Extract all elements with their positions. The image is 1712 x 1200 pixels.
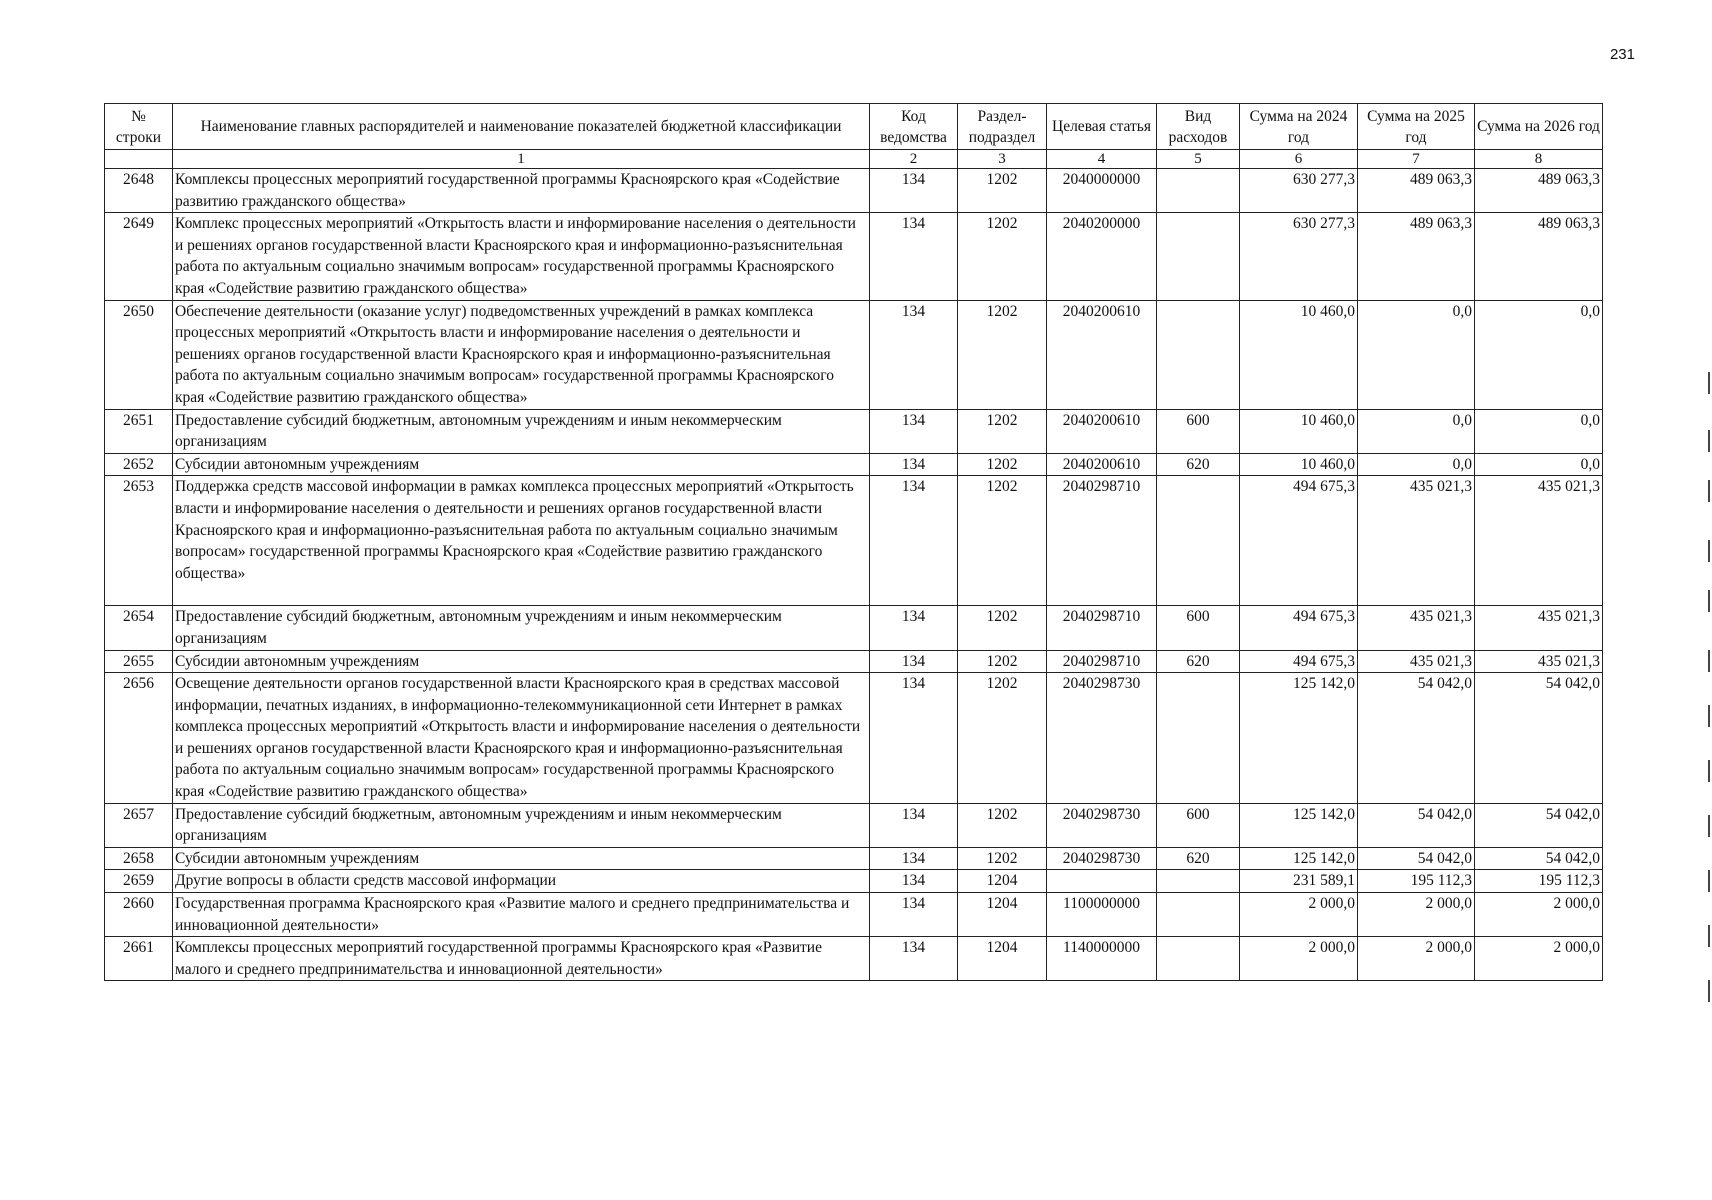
table-row	[105, 300, 1603, 409]
row-number: 2648	[105, 169, 173, 213]
table-row	[105, 409, 1603, 453]
expense-type	[1157, 476, 1240, 606]
dept-code: 134	[870, 937, 958, 981]
sum-2025: 54 042,0	[1358, 803, 1475, 847]
header-dept-code: Код ведомства	[870, 104, 958, 150]
scan-edge-mark	[1708, 925, 1710, 947]
scan-edge-mark	[1708, 480, 1710, 502]
header-expense-type: Вид расходов	[1157, 104, 1240, 150]
sum-2024: 2 000,0	[1240, 937, 1358, 981]
dept-code: 134	[870, 893, 958, 937]
sum-2026: 489 063,3	[1475, 213, 1603, 300]
sum-2025: 54 042,0	[1358, 673, 1475, 804]
header-sum-2025: Сумма на 2025 год	[1358, 104, 1475, 150]
scan-edge-mark	[1708, 815, 1710, 837]
sum-2025: 2 000,0	[1358, 893, 1475, 937]
target-article: 2040298730	[1047, 847, 1157, 870]
row-number: 2659	[105, 870, 173, 893]
scan-edge-mark	[1708, 430, 1710, 452]
column-number	[105, 150, 173, 169]
target-article: 2040298730	[1047, 803, 1157, 847]
sum-2026: 435 021,3	[1475, 606, 1603, 650]
scan-edge-mark	[1708, 540, 1710, 562]
row-number: 2653	[105, 476, 173, 606]
table-row	[105, 937, 1603, 981]
dept-code: 134	[870, 673, 958, 804]
table-row	[105, 673, 1603, 804]
sum-2025: 435 021,3	[1358, 606, 1475, 650]
sum-2025: 489 063,3	[1358, 169, 1475, 213]
column-number: 5	[1157, 150, 1240, 169]
dept-code: 134	[870, 870, 958, 893]
sum-2026: 0,0	[1475, 453, 1603, 476]
sum-2026: 54 042,0	[1475, 673, 1603, 804]
column-number: 1	[173, 150, 870, 169]
scan-edge-mark	[1708, 705, 1710, 727]
target-article: 2040298710	[1047, 476, 1157, 606]
sum-2025: 2 000,0	[1358, 937, 1475, 981]
sum-2024: 10 460,0	[1240, 453, 1358, 476]
table-row	[105, 803, 1603, 847]
column-number: 6	[1240, 150, 1358, 169]
dept-code: 134	[870, 847, 958, 870]
sum-2025: 0,0	[1358, 300, 1475, 409]
sum-2025: 0,0	[1358, 453, 1475, 476]
sum-2026: 54 042,0	[1475, 803, 1603, 847]
column-number: 2	[870, 150, 958, 169]
expense-type	[1157, 300, 1240, 409]
sum-2024: 10 460,0	[1240, 409, 1358, 453]
row-name: Субсидии автономным учреждениям	[173, 847, 870, 870]
row-name: Субсидии автономным учреждениям	[173, 650, 870, 673]
target-article: 1140000000	[1047, 937, 1157, 981]
sum-2024: 630 277,3	[1240, 213, 1358, 300]
table-row	[105, 476, 1603, 606]
sum-2026: 0,0	[1475, 409, 1603, 453]
row-number: 2650	[105, 300, 173, 409]
header-row-number: № строки	[105, 104, 173, 150]
table-row	[105, 870, 1603, 893]
table-row	[105, 169, 1603, 213]
column-number: 3	[958, 150, 1047, 169]
scan-edge-mark	[1708, 650, 1710, 672]
sum-2024: 494 675,3	[1240, 650, 1358, 673]
target-article: 2040298710	[1047, 606, 1157, 650]
dept-code: 134	[870, 606, 958, 650]
row-number: 2652	[105, 453, 173, 476]
section-code: 1204	[958, 937, 1047, 981]
header-sum-2026: Сумма на 2026 год	[1475, 104, 1603, 150]
row-number: 2655	[105, 650, 173, 673]
section-code: 1202	[958, 803, 1047, 847]
sum-2026: 0,0	[1475, 300, 1603, 409]
sum-2024: 125 142,0	[1240, 803, 1358, 847]
target-article: 1100000000	[1047, 893, 1157, 937]
expense-type	[1157, 169, 1240, 213]
target-article: 2040000000	[1047, 169, 1157, 213]
target-article: 2040200000	[1047, 213, 1157, 300]
sum-2026: 54 042,0	[1475, 847, 1603, 870]
dept-code: 134	[870, 300, 958, 409]
expense-type: 600	[1157, 409, 1240, 453]
expense-type	[1157, 673, 1240, 804]
target-article: 2040200610	[1047, 300, 1157, 409]
dept-code: 134	[870, 650, 958, 673]
section-code: 1202	[958, 213, 1047, 300]
section-code: 1202	[958, 409, 1047, 453]
scan-edge-mark	[1708, 980, 1710, 1002]
row-name: Государственная программа Красноярского края «Развитие малого и среднего предпринимательства и инновационной деятельности»	[173, 893, 870, 937]
section-code: 1204	[958, 893, 1047, 937]
sum-2024: 494 675,3	[1240, 606, 1358, 650]
expense-type	[1157, 870, 1240, 893]
header-name: Наименование главных распорядителей и наименование показателей бюджетной классификации	[173, 104, 870, 150]
sum-2024: 231 589,1	[1240, 870, 1358, 893]
row-name: Комплексы процессных мероприятий государственной программы Красноярского края «Развитие малого и среднего предпринимательства и инновационной деятельности»	[173, 937, 870, 981]
table-row	[105, 893, 1603, 937]
dept-code: 134	[870, 169, 958, 213]
expense-type	[1157, 937, 1240, 981]
row-number: 2649	[105, 213, 173, 300]
column-number: 4	[1047, 150, 1157, 169]
scan-edge-mark	[1708, 590, 1710, 612]
row-number: 2656	[105, 673, 173, 804]
dept-code: 134	[870, 803, 958, 847]
scan-edge-mark	[1708, 870, 1710, 892]
sum-2026: 435 021,3	[1475, 650, 1603, 673]
header-row	[105, 104, 1603, 150]
sum-2025: 489 063,3	[1358, 213, 1475, 300]
expense-type	[1157, 893, 1240, 937]
section-code: 1204	[958, 870, 1047, 893]
sum-2026: 2 000,0	[1475, 893, 1603, 937]
table-row	[105, 650, 1603, 673]
sum-2024: 630 277,3	[1240, 169, 1358, 213]
table-row	[105, 606, 1603, 650]
scan-edge-mark	[1708, 372, 1710, 394]
sum-2026: 195 112,3	[1475, 870, 1603, 893]
row-number: 2658	[105, 847, 173, 870]
expense-type: 620	[1157, 847, 1240, 870]
header-target-article: Целевая статья	[1047, 104, 1157, 150]
section-code: 1202	[958, 606, 1047, 650]
row-number: 2661	[105, 937, 173, 981]
header-sum-2024: Сумма на 2024 год	[1240, 104, 1358, 150]
sum-2025: 0,0	[1358, 409, 1475, 453]
section-code: 1202	[958, 650, 1047, 673]
target-article	[1047, 870, 1157, 893]
sum-2026: 435 021,3	[1475, 476, 1603, 606]
sum-2024: 494 675,3	[1240, 476, 1358, 606]
target-article: 2040298710	[1047, 650, 1157, 673]
row-name: Субсидии автономным учреждениям	[173, 453, 870, 476]
dept-code: 134	[870, 453, 958, 476]
column-number: 7	[1358, 150, 1475, 169]
scan-edge-mark	[1708, 760, 1710, 782]
sum-2026: 2 000,0	[1475, 937, 1603, 981]
row-name: Другие вопросы в области средств массовой информации	[173, 870, 870, 893]
target-article: 2040200610	[1047, 409, 1157, 453]
sum-2025: 54 042,0	[1358, 847, 1475, 870]
sum-2024: 125 142,0	[1240, 847, 1358, 870]
table-row	[105, 847, 1603, 870]
table-row	[105, 213, 1603, 300]
header-section: Раздел-подраздел	[958, 104, 1047, 150]
target-article: 2040298730	[1047, 673, 1157, 804]
sum-2024: 125 142,0	[1240, 673, 1358, 804]
section-code: 1202	[958, 847, 1047, 870]
row-name: Поддержка средств массовой информации в рамках комплекса процессных мероприятий «Открытость власти и информирование населения о деятельности и решениях органов государственной власти Красноярского края и информационно-разъяснительная работа по актуальным социально значимым вопросам» государственной программы Красноярского края «Содействие развитию гражданского общества»	[173, 476, 870, 606]
sum-2025: 435 021,3	[1358, 650, 1475, 673]
section-code: 1202	[958, 476, 1047, 606]
sum-2026: 489 063,3	[1475, 169, 1603, 213]
sum-2025: 195 112,3	[1358, 870, 1475, 893]
sum-2024: 2 000,0	[1240, 893, 1358, 937]
dept-code: 134	[870, 213, 958, 300]
row-number: 2654	[105, 606, 173, 650]
expense-type	[1157, 213, 1240, 300]
row-name: Комплексы процессных мероприятий государственной программы Красноярского края «Содействие развитию гражданского общества»	[173, 169, 870, 213]
section-code: 1202	[958, 673, 1047, 804]
dept-code: 134	[870, 409, 958, 453]
dept-code: 134	[870, 476, 958, 606]
expense-type: 600	[1157, 606, 1240, 650]
section-code: 1202	[958, 169, 1047, 213]
row-number: 2660	[105, 893, 173, 937]
table-row	[105, 453, 1603, 476]
expense-type: 620	[1157, 650, 1240, 673]
column-number-row	[105, 150, 1603, 169]
expense-type: 600	[1157, 803, 1240, 847]
sum-2025: 435 021,3	[1358, 476, 1475, 606]
row-number: 2657	[105, 803, 173, 847]
budget-table	[104, 103, 1603, 981]
target-article: 2040200610	[1047, 453, 1157, 476]
row-number: 2651	[105, 409, 173, 453]
row-name: Предоставление субсидий бюджетным, автономным учреждениям и иным некоммерческим организациям	[173, 606, 870, 650]
row-name: Предоставление субсидий бюджетным, автономным учреждениям и иным некоммерческим организациям	[173, 803, 870, 847]
row-name: Предоставление субсидий бюджетным, автономным учреждениям и иным некоммерческим организациям	[173, 409, 870, 453]
expense-type: 620	[1157, 453, 1240, 476]
page-number: 231	[1609, 46, 1635, 63]
column-number: 8	[1475, 150, 1603, 169]
section-code: 1202	[958, 300, 1047, 409]
row-name: Обеспечение деятельности (оказание услуг) подведомственных учреждений в рамках комплекса процессных мероприятий «Открытость власти и информирование населения о деятельности и решениях органов государственной власти Красноярского края и информационно-разъяснительная работа по актуальным социально значимым вопросам» государственной программы Красноярского края «Содействие развитию гражданского общества»	[173, 300, 870, 409]
sum-2024: 10 460,0	[1240, 300, 1358, 409]
row-name: Освещение деятельности органов государственной власти Красноярского края в средствах массовой информации, печатных изданиях, в информационно-телекоммуникационной сети Интернет в рамках комплекса процессных мероприятий «Открытость власти и информирование населения о деятельности и решениях органов государственной власти Красноярского края и информационно-разъяснительная работа по актуальным социально значимым вопросам» государственной программы Красноярского края «Содействие развитию гражданского общества»	[173, 673, 870, 804]
section-code: 1202	[958, 453, 1047, 476]
row-name: Комплекс процессных мероприятий «Открытость власти и информирование населения о деятельности и решениях органов государственной власти Красноярского края и информационно-разъяснительная работа по актуальным социально значимым вопросам» государственной программы Красноярского края «Содействие развитию гражданского общества»	[173, 213, 870, 300]
